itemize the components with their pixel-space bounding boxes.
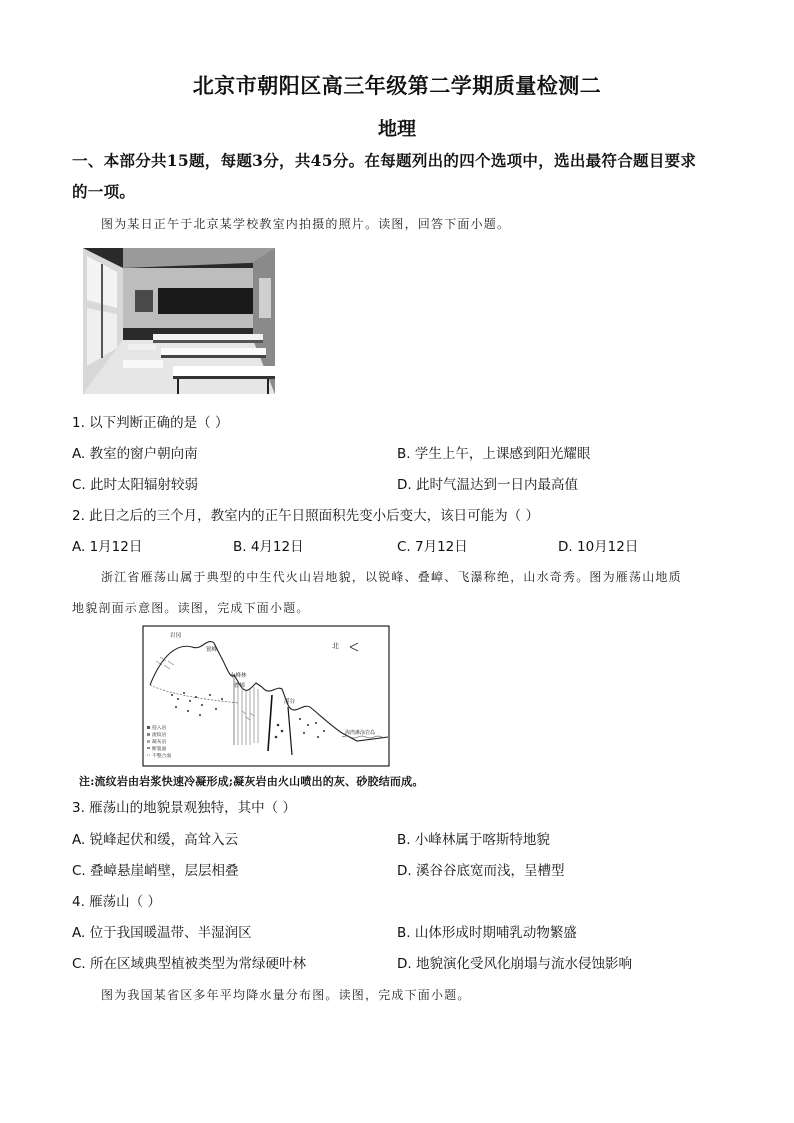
question-1-option-c[interactable]: C. 此时太阳辐射较弱 xyxy=(72,477,199,493)
label-xigu: 溪谷 xyxy=(284,699,296,705)
question-3-option-b[interactable]: B. 小峰林属于喀斯特地貌 xyxy=(397,832,550,848)
question-2-stem: 2. 此日之后的三个月，教室内的正午日照面积先变小后变大，该日可能为（ ） xyxy=(72,508,539,524)
question-1-option-a[interactable]: A. 教室的窗户朝向南 xyxy=(72,446,198,462)
legend-tuff: 凝灰岩 xyxy=(152,740,167,745)
group3-intro: 图为我国某省区多年平均降水量分布图。读图，完成下面小题。 xyxy=(101,988,471,1002)
section-instruction-line1: 一、本部分共15题，每题3分，共45分。在每题列出的四个选项中，选出最符合题目要求 xyxy=(72,151,697,170)
geology-profile-diagram xyxy=(142,625,392,768)
group2-intro-line1: 浙江省雁荡山属于典型的中生代火山岩地貌，以锐峰、叠嶂、飞瀑称绝，山水奇秀。图为雁荡山地质 xyxy=(101,570,682,584)
label-coast: 海湾滩涂岩岛 xyxy=(345,730,376,736)
question-4-option-a[interactable]: A. 位于我国暖温带、半湿润区 xyxy=(72,925,252,941)
label-diezhang: 叠嶂 xyxy=(234,683,246,689)
group1-intro: 图为某日正午于北京某学校教室内拍摄的照片。读图，回答下面小题。 xyxy=(101,217,511,231)
diagram-note: 注:流纹岩由岩浆快速冷凝形成;凝灰岩由火山喷出的灰、砂胶结而成。 xyxy=(79,775,424,788)
question-4-option-b[interactable]: B. 山体形成时期哺乳动物繁盛 xyxy=(397,925,577,941)
question-1-option-b[interactable]: B. 学生上午，上课感到阳光耀眼 xyxy=(397,446,591,462)
question-4-option-d[interactable]: D. 地貌演化受风化崩塌与流水侵蚀影响 xyxy=(397,956,632,972)
question-2-option-d[interactable]: D. 10月12日 xyxy=(558,539,639,555)
question-3-stem: 3. 雁荡山的地貌景观独特，其中（ ） xyxy=(72,800,296,816)
label-yangang: 岩冈 xyxy=(170,633,182,639)
subject-title: 地理 xyxy=(377,118,416,140)
legend-fault: 断裂面 xyxy=(152,747,167,752)
section-instruction-line2: 的一项。 xyxy=(72,182,136,201)
group2-intro-line2: 地貌剖面示意图。读图，完成下面小题。 xyxy=(72,601,310,615)
label-xiaofenglin: 小峰林 xyxy=(230,673,247,679)
question-2-option-c[interactable]: C. 7月12日 xyxy=(397,539,468,555)
legend-unconformity: 不整合面 xyxy=(152,754,172,759)
label-ruifeng: 锐峰 xyxy=(206,647,218,653)
question-3-option-d[interactable]: D. 溪谷谷底宽而浅，呈槽型 xyxy=(397,863,565,879)
question-3-option-a[interactable]: A. 锐峰起伏和缓，高耸入云 xyxy=(72,832,239,848)
question-4-option-c[interactable]: C. 所在区域典型植被类型为常绿硬叶林 xyxy=(72,956,307,972)
question-2-option-b[interactable]: B. 4月12日 xyxy=(233,539,304,555)
label-north: 北 xyxy=(332,642,339,650)
question-3-option-c[interactable]: C. 叠嶂悬崖峭壁，层层相叠 xyxy=(72,863,239,879)
question-4-stem: 4. 雁荡山（ ） xyxy=(72,894,161,910)
page-title: 北京市朝阳区高三年级第二学期质量检测二 xyxy=(192,73,602,98)
legend-rhyolite: 流纹岩 xyxy=(152,733,167,738)
question-1-option-d[interactable]: D. 此时气温达到一日内最高值 xyxy=(397,477,578,493)
classroom-photo xyxy=(83,248,275,394)
question-1-stem: 1. 以下判断正确的是（ ） xyxy=(72,415,229,431)
legend-intrusive: 侵入岩 xyxy=(152,726,167,731)
question-2-option-a[interactable]: A. 1月12日 xyxy=(72,539,143,555)
